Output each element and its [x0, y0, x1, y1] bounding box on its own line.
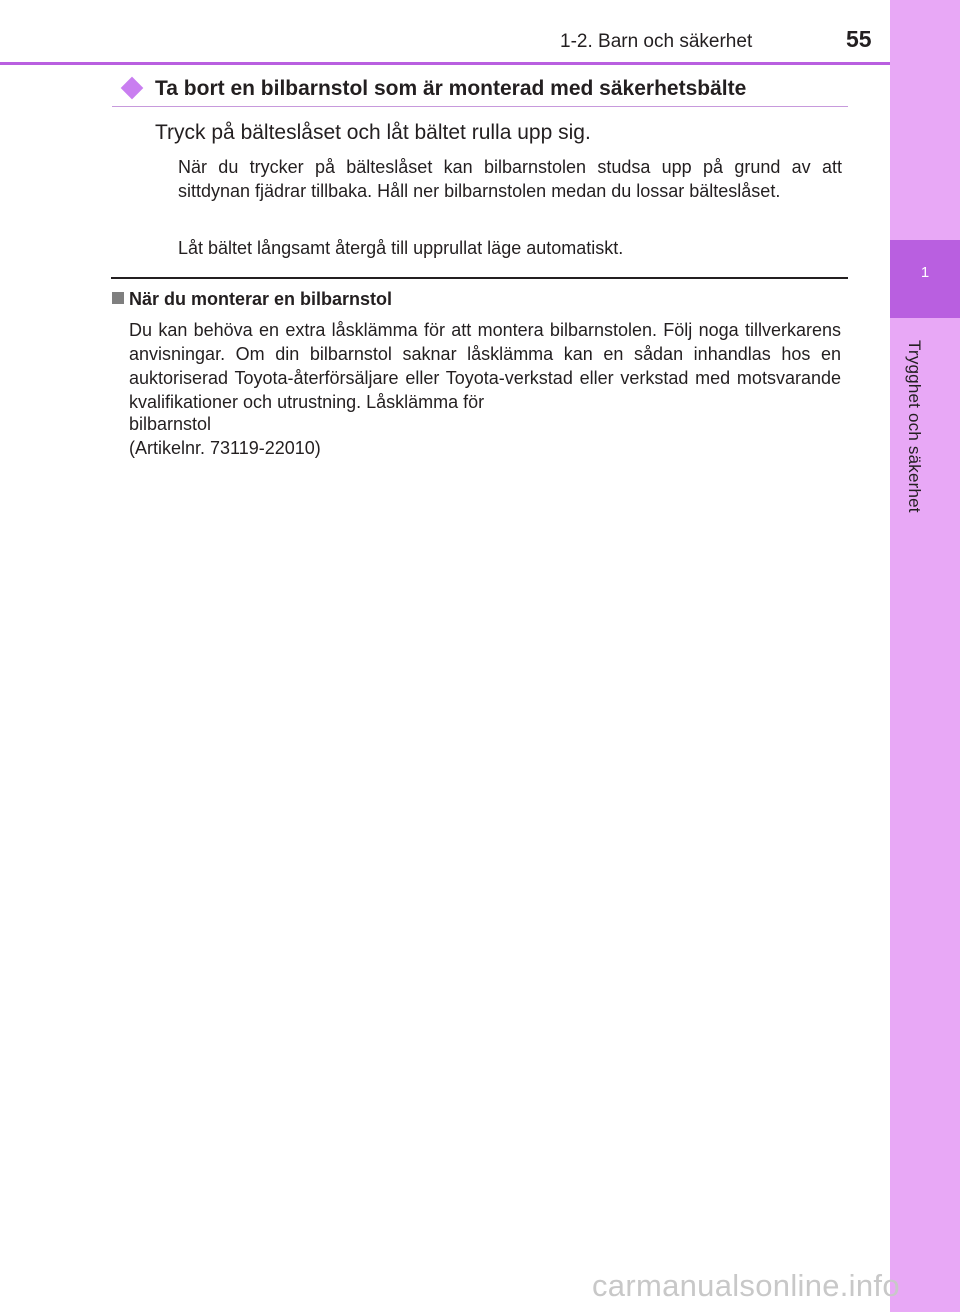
- header-rule: [0, 62, 890, 65]
- info-body: Du kan behöva en extra låsklämma för att montera bilbarnstolen. Följ noga tillverkarens anvisningar. Om din bilbarnstol saknar låsklämma kan en sådan inhandlas hos en auktoriserad Toyota-återförsäljare eller Toyota-verkstad eller verkstad med motsvarande kvalifikationer och utrustning. Låsklämma för: [129, 320, 841, 412]
- step-text: Tryck på bälteslåset och låt bältet rulla upp sig.: [155, 121, 591, 144]
- chapter-tab: [890, 240, 960, 318]
- note-paragraph: När du trycker på bälteslåset kan bilbarnstolen studsa upp på grund av att sittdynan fjädrar tillbaka. Håll ner bilbarnstolen medan du lossar bälteslåset.: [178, 157, 842, 201]
- note-paragraph: Låt bältet långsamt återgå till upprullat läge automatiskt.: [178, 238, 624, 258]
- running-head: 1-2. Barn och säkerhet: [560, 31, 753, 52]
- chapter-number: 1: [920, 264, 930, 281]
- page-number: 55: [846, 26, 872, 52]
- info-heading: När du monterar en bilbarnstol: [129, 289, 393, 309]
- part-number: (Artikelnr. 73119-22010): [129, 438, 321, 458]
- watermark: carmanualsonline.info: [592, 1268, 900, 1303]
- diamond-icon: [121, 77, 144, 100]
- chapter-sidebar: [890, 0, 960, 1312]
- section-divider: [111, 277, 848, 279]
- section-title: Ta bort en bilbarnstol som är monterad med säkerhetsbälte: [155, 77, 747, 100]
- info-line: bilbarnstol: [129, 414, 212, 434]
- square-bullet-icon: [112, 292, 124, 304]
- section-rule: [112, 106, 848, 107]
- chapter-title: Trygghet och säkerhet: [905, 340, 924, 513]
